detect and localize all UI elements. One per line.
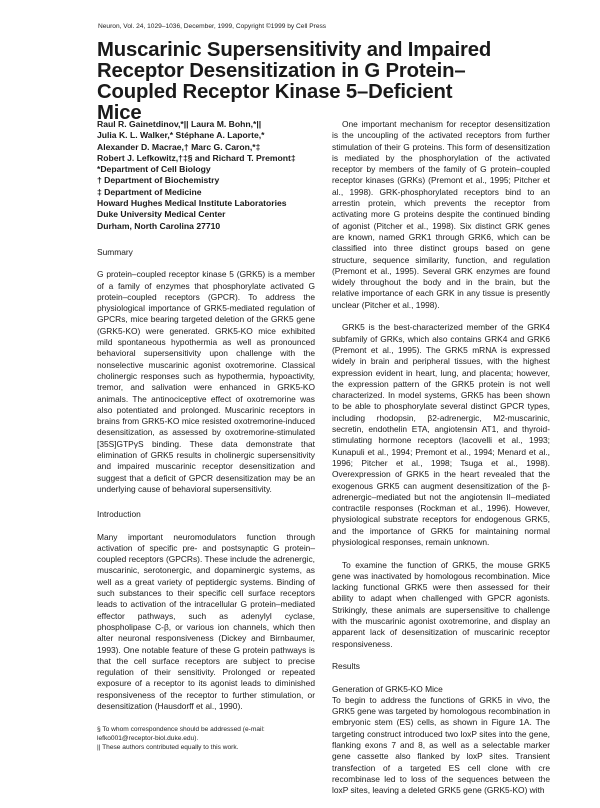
affiliation-line: Duke University Medical Center: [97, 209, 226, 220]
summary-heading: Summary: [97, 247, 133, 257]
left-column: [97, 247, 315, 724]
affiliation-line: ‡ Department of Medicine: [97, 186, 202, 197]
results-heading: Results: [332, 661, 360, 672]
summary-text: G protein–coupled receptor kinase 5 (GRK5) is a member of a family of enzymes that phosphorylate activated G protein–coupled receptors (GPCR). To address the physiological importance of GRK5-mediated regulation of GPCRs, mice bearing targeted deletion of the GRK5 gene (GRK5-KO) were generated. GRK5-KO mice exhibited mild spontaneous hypothermia as well as pronounced behavioral supersensitivity upon challenge with the nonselective muscarinic agonist oxotremorine. Classical cholinergic responses such as hypothermia, hypoactivity, tremor, and salivation were enhanced in GRK5-KO animals. The antinociceptive effect of oxotremorine was also potentiated and prolonged. Muscarinic receptors in brains from GRK5-KO mice resisted oxotremorine-induced desensitization, as assessed by oxotremorine-stimulated [35S]GTPγS binding. These data demonstrate that elimination of GRK5 results in cholinergic supersensitivity and impaired muscarinic receptor desensitization and suggest that a deficit of GPCR desensitization may be an underlying cause of behavioral supersensitivity.: [97, 269, 315, 494]
introduction-heading: Introduction: [97, 509, 141, 520]
equal-contribution-footnote: || These authors contributed equally to this work.: [97, 744, 239, 751]
author-line: Alexander D. Macrae,† Marc G. Caron,*‡: [97, 141, 261, 152]
right-column: [332, 119, 550, 808]
affiliation-line: † Department of Biochemistry: [97, 175, 220, 186]
correspondence-footnote: § To whom correspondence should be addressed (e-mail: lefko001@receptor-biol.duke.edu).: [97, 726, 265, 742]
affiliation-line: *Department of Cell Biology: [97, 164, 211, 175]
journal-header: Neuron, Vol. 24, 1029–1036, December, 1999, Copyright ©1999 by Cell Press: [98, 23, 327, 30]
body-paragraph: To examine the function of GRK5, the mouse GRK5 gene was inactivated by homologous recombination. Mice lacking functional GRK5 were then assessed for their ability to adapt when challenged with GPCR agonists. Strikingly, these animals are supersensitive to challenge with the muscarinic agonist oxotremorine, and display an apparent lack of desensitization of muscarinic receptor responsiveness.: [332, 559, 550, 649]
article-title: Muscarinic Supersensitivity and Impaired Receptor Desensitization in G Protein–Coupled Receptor Kinase 5–Deficient Mice: [97, 39, 492, 124]
body-paragraph: To begin to address the functions of GRK5 in vivo, the GRK5 gene was targeted by homologous recombination in embryonic stem (ES) cells, as shown in Figure 1A. The targeting construct introduced two loxP sites into the gene, flanking exons 7 and 8, as well as a selectable marker gene cassette also flanked by loxP sites. Transient transfection of a targeted ES cell clone with cre recombinase led to loss of the sequences between the loxP sites, leaving a deleted GRK5 gene (GRK5-KO) with: [332, 694, 550, 796]
subsection-heading: Generation of GRK5-KO Mice: [332, 683, 443, 694]
affiliation-line: Durham, North Carolina 27710: [97, 220, 221, 231]
introduction-text: Many important neuromodulators function through activation of specific pre- and postsynaptic G protein–coupled receptors (GPCRs). These include the adrenergic, muscarinic, serotonergic, and dopaminergic systems, as well as a great variety of peptidergic systems. Binding of such substances to their specific cell surface receptors leads to activation of the intracellular G protein–mediated effector pathways, such as adenylyl cyclase, phospholipase C-β, or various ion channels, which then alter neuronal responsiveness (Dickey and Birnbaumer, 1993). One notable feature of these G protein pathways is that the cell surface receptors are subject to precise regulation of their sensitivity. Prolonged or repeated exposure of a receptor to its agonist leads to diminished responsiveness of the receptor to further stimulation, or desensitization (Hausdorff et al., 1990).: [97, 531, 315, 711]
author-line: Robert J. Lefkowitz,†‡§ and Richard T. Premont‡: [97, 152, 296, 163]
author-affiliations: [97, 119, 327, 232]
body-paragraph: GRK5 is the best-characterized member of the GRK4 subfamily of GRKs, which also contains GRK4 and GRK6 (Premont et al., 1995). The GRK5 mRNA is expressed widely in brain and peripheral tissues, with the highest expression evident in heart, lung, and placenta; however, the expression pattern of the GRK5 protein is not well characterized. In model systems, GRK5 has been shown to be able to phosphorylate several distinct GPCR types, including rhodopsin, β2-adrenergic, M2-muscarinic, secretin, endothelin ETA, angiotensin AT1, and thyroid-stimulating hormone receptors (Iacovelli et al., 1993; Kunapuli et al., 1994; Premont et al., 1994; Menard et al., 1996; Pitcher et al., 1998; Tsuga et al., 1998). Overexpression of GRK5 in the heart revealed that the exogenous GRK5 can augment desensitization of the β-adrenergic–mediated but not the angiotensin II–mediated contractile responses (Rockman et al., 1996). However, physiological substrate receptors for endogenous GRK5, and the importance of GRK5 for maintaining normal physiological responses, remain unknown.: [332, 322, 550, 547]
body-paragraph: One important mechanism for receptor desensitization is the uncoupling of the activated receptors from further stimulation of their G proteins. This form of desensitization is mediated by the phosphorylation of the activated receptor by members of the family of G protein–coupled receptor kinases (GRKs) (Premont et al., 1995; Pitcher et al., 1998). GRK-phosphorylated receptors bind to an arrestin protein, which prevents the receptor from activating more G proteins despite the continued binding of agonist (Pitcher et al., 1998). Six distinct GRK genes are known, named GRK1 through GRK6, which can be classified into three distinct groups based on gene structure, sequence similarity, function, and regulation (Premont et al., 1995). Several GRK enzymes are found widely throughout the body and in the brain, but the relative importance of each GRK in any tissue is presently unclear (Pitcher et al., 1998).: [332, 119, 550, 310]
footnotes: [97, 725, 315, 752]
affiliation-line: Howard Hughes Medical Institute Laboratories: [97, 198, 287, 209]
author-line: Raul R. Gainetdinov,*|| Laura M. Bohn,*||: [97, 119, 262, 129]
author-line: Julia K. L. Walker,* Stéphane A. Laporte,*: [97, 130, 265, 141]
